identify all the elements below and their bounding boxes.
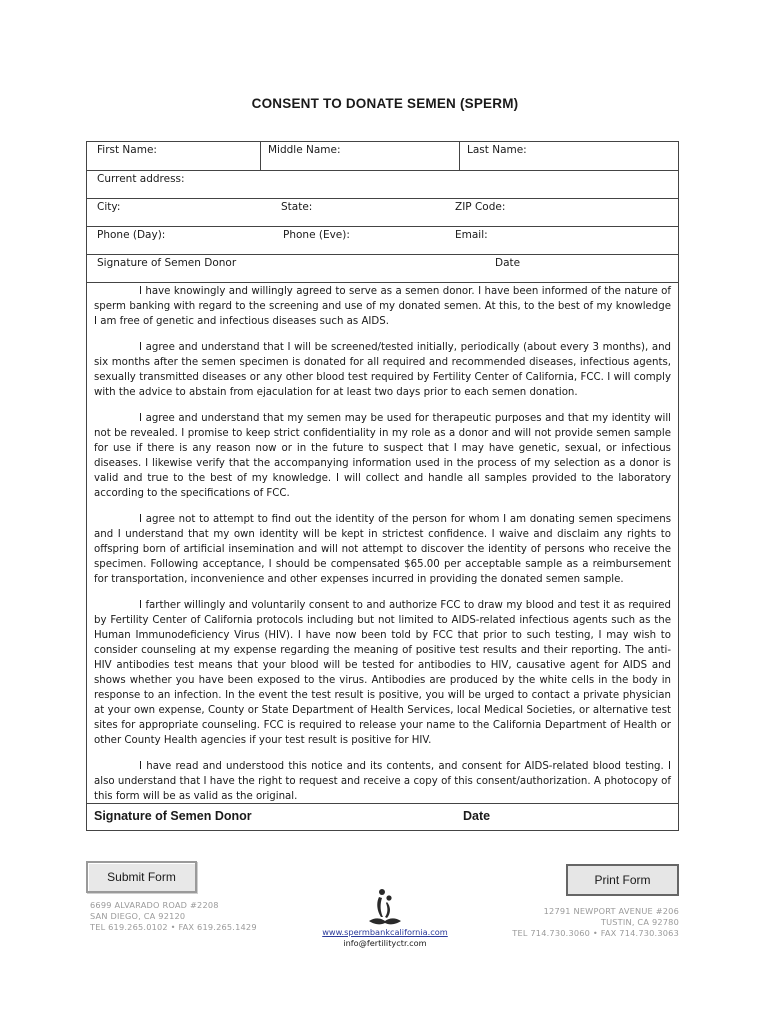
footer-address-line: 12791 NEWPORT AVENUE #206: [543, 906, 679, 916]
zip-label: ZIP Code:: [455, 201, 506, 213]
consent-text: [94, 284, 671, 815]
first-name-label: First Name:: [97, 144, 157, 156]
email-address: info@fertilityctr.com: [343, 938, 427, 948]
footer-address-line: TUSTIN, CA 92780: [600, 917, 679, 927]
phone-day-input[interactable]: [173, 229, 273, 243]
zip-input[interactable]: [511, 201, 666, 215]
bottom-signature-label: Signature of Semen Donor: [94, 809, 252, 823]
phone-eve-label: Phone (Eve):: [283, 229, 350, 241]
city-input[interactable]: [127, 201, 267, 215]
email-label: Email:: [455, 229, 488, 241]
footer-address-line: SAN DIEGO, CA 92120: [90, 911, 186, 921]
last-name-label: Last Name:: [467, 144, 527, 156]
middle-name-label: Middle Name:: [268, 144, 341, 156]
email-input[interactable]: [493, 229, 668, 243]
page-title: CONSENT TO DONATE SEMEN (SPERM): [251, 96, 519, 111]
fertility-center-logo-icon: [367, 887, 403, 927]
state-label: State:: [281, 201, 313, 213]
website-link[interactable]: www.spermbankcalifornia.com: [322, 927, 448, 937]
phone-day-label: Phone (Day):: [97, 229, 166, 241]
consent-form: [86, 141, 679, 831]
divider: [260, 142, 261, 170]
footer-tustin-address: [512, 906, 679, 939]
date-input[interactable]: [527, 257, 667, 271]
state-input[interactable]: [317, 201, 447, 215]
footer-address-line: 6699 ALVARADO ROAD #2208: [90, 900, 219, 910]
address-label: Current address:: [97, 173, 185, 185]
footer-contact: [300, 927, 470, 949]
signature-row: [87, 255, 678, 283]
signature-label: Signature of Semen Donor: [97, 257, 237, 269]
city-label: City:: [97, 201, 121, 213]
last-name-input[interactable]: [530, 144, 670, 158]
divider: [459, 142, 460, 170]
address-input[interactable]: [187, 173, 667, 187]
signature-divider: [87, 803, 678, 804]
consent-paragraph: I have read and understood this notice and its contents, and consent for AIDS-related blood testing. I also understand that I have the right to request and receive a copy of this consent/authorization. A photocopy of this form will be as valid as the original.: [94, 761, 671, 802]
consent-paragraph: I agree not to attempt to find out the identity of the person for whom I am donating semen specimens and I understand that my own identity will be kept in strictest confidence. I waive and disclaim any rights to offspring born of artificial insemination and will not attempt to discover the identity of persons who receive the specimen. Following acceptance, I should be compensated $65.00 per acceptable sample as a reimbursement for transportation, inconvenience and other expenses incurred in providing the donated semen sample.: [94, 514, 671, 585]
phone-row: [87, 227, 678, 255]
consent-paragraph: I farther willingly and voluntarily consent to and authorize FCC to draw my blood and test it as required by Fertility Center of California protocols including but not limited to AIDS-related infectious agents such as the Human Immunodeficiency Virus (HIV). I have now been told by FCC that prior to such testing, I may wish to consider counseling at my expense regarding the meaning of positive test results and their reporting. The anti-HIV antibodies test means that your blood will be tested for antibodies to HIV, causative agent for AIDS and shows whether you have been exposed to the virus. Antibodies are produced by the white cells in the body in response to an infection. In the event the test result is positive, you will be urged to contact a private physician at your own expense, County or State Department of Health Services, local Medical Societies, or alternative test sites for appropriate counseling. FCC is required to release your name to the California Department of Health or other County Health agencies if your test result is positive for HIV.: [94, 600, 671, 746]
middle-name-input[interactable]: [342, 144, 452, 158]
name-row: [87, 142, 678, 171]
date-label: Date: [495, 257, 521, 269]
footer-address-line: TEL 714.730.3060 • FAX 714.730.3063: [512, 928, 679, 938]
print-form-button[interactable]: Print Form: [566, 864, 679, 896]
address-row: [87, 171, 678, 199]
phone-eve-input[interactable]: [357, 229, 447, 243]
consent-paragraph: I have knowingly and willingly agreed to serve as a semen donor. I have been informed of the nature of sperm banking with regard to the screening and use of my donated semen. At this, to the best of my knowledge I am free of genetic and infectious diseases such as AIDS.: [94, 286, 671, 327]
first-name-input[interactable]: [161, 144, 256, 158]
submit-form-button[interactable]: Submit Form: [86, 861, 197, 893]
consent-paragraph: I agree and understand that I will be screened/tested initially, periodically (about every 3 months), and six months after the semen specimen is donated for all required and recommended diseases, infectious agents, sexually transmitted diseases or any other blood test required by Fertility Center of California, FCC. I will comply with the advice to abstain from ejaculation for at least two days prior to each semen donation.: [94, 342, 671, 398]
bottom-date-label: Date: [463, 809, 491, 823]
city-row: [87, 199, 678, 227]
footer-address-line: TEL 619.265.0102 • FAX 619.265.1429: [90, 922, 257, 932]
consent-paragraph: I agree and understand that my semen may be used for therapeutic purposes and that my identity will not be revealed. I promise to keep strict confidentiality in my role as a donor and will not provide semen sample for use if there is any reason now or in the future to suspect that I may have genetic, sexual, or infectious diseases. I likewise verify that the accompanying information used in the process of my selection as a donor is valid and true to the best of my knowledge. I will collect and handle all samples provided to the laboratory according to the specifications of FCC.: [94, 413, 671, 499]
signature-input[interactable]: [247, 257, 467, 271]
footer-san-diego-address: [90, 900, 257, 933]
